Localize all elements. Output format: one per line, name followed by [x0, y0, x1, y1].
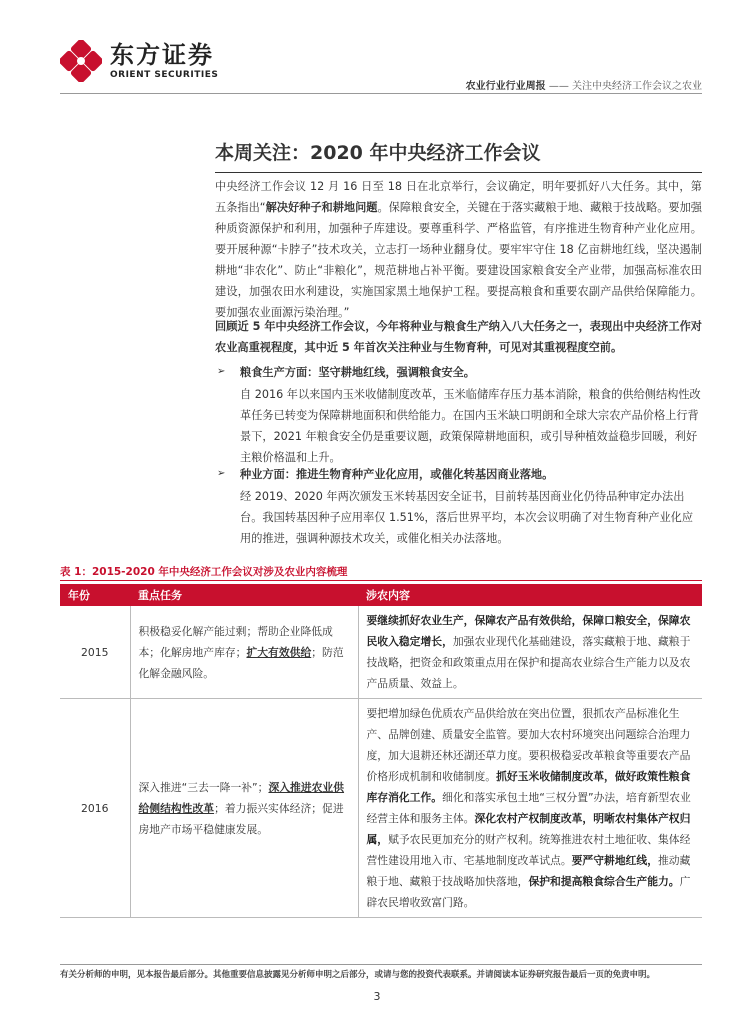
table-row	[60, 699, 702, 918]
bullet-arrow-icon: ➢	[217, 468, 226, 479]
col-header-key-tasks: 重点任务	[130, 584, 358, 606]
cell-year: 2015	[60, 606, 130, 699]
cell-agri-content: 要继续抓好农业生产，保障农产品有效供给，保障口粮安全，保障农民收入稳定增长，加强农业现代化基础建设，落实藏粮于地、藏粮于技战略，把资金和政策重点用在保护和提高农业综合生产能力以及农产品质量、效益上。	[358, 606, 702, 699]
report-subtitle: 关注中央经济工作会议之农业	[572, 81, 702, 92]
table-title-divider	[60, 580, 702, 581]
col-header-year: 年份	[60, 584, 130, 606]
bullet-seed-heading: 种业方面：推进生物育种产业化应用，或催化转基因商业落地。	[240, 468, 554, 481]
cell-year: 2016	[60, 699, 130, 918]
logo-english-name: ORIENT SECURITIES	[110, 70, 219, 80]
table-header-row	[60, 584, 702, 606]
table-row	[60, 606, 702, 699]
bullet-grain-text: 自 2016 年以来国内玉米收储制度改革，玉米临储库存压力基本消除，粮食的供给侧结构性改革任务已转变为保障耕地面积和供给能力。在国内玉米缺口明朗和全球大宗农产品价格上行背景下，2021 年粮食安全仍是重要议题，政策保障耕地面积，或引导种植效益稳步回暖，利好主粮价格温和上升。	[240, 388, 701, 464]
table-title: 表 1：2015-2020 年中央经济工作会议对涉及农业内容梳理	[60, 566, 348, 578]
header-divider	[60, 93, 702, 94]
bullet-seed-text: 经 2019、2020 年两次颁发玉米转基因安全证书，目前转基因商业化仍待品种审定办法出台。我国转基因种子应用率仅 1.51%，落后世界平均，本次会议明确了对生物育种产业化应用的推进，强调种源技术攻关，或催化相关办法落地。	[240, 490, 694, 545]
footer-divider	[60, 964, 702, 965]
footer-disclaimer: 有关分析师的申明，见本报告最后部分。其他重要信息披露见分析师申明之后部分，或请与您的投资代表联系。并请阅读本证券研究报告最后一页的免责申明。	[60, 970, 656, 980]
logo-chinese-name: 东方证券	[110, 41, 214, 69]
bullet-grain-heading: 粮食生产方面：坚守耕地红线，强调粮食安全。	[240, 366, 475, 379]
bullet-arrow-icon: ➢	[217, 366, 226, 377]
section-title: 本周关注：2020 年中央经济工作会议	[215, 142, 541, 164]
orient-logo-icon	[60, 40, 102, 82]
highlight-seed-farmland: 解决好种子和耕地问题	[265, 201, 378, 214]
page-number: 3	[373, 990, 381, 1003]
paragraph-review: 回顾近 5 年中央经济工作会议，今年将种业与粮食生产纳入八大任务之一，表现出中央经济工作对农业高重视程度，其中近 5 年首次关注种业与生物育种，可见对其重视程度空前。	[215, 320, 702, 354]
header-separator: ——	[548, 81, 569, 92]
report-header-info	[466, 77, 702, 92]
company-logo	[60, 40, 218, 82]
col-header-agri-content: 涉农内容	[358, 584, 702, 606]
report-type: 农业行业行业周报	[465, 81, 546, 92]
cell-agri-content: 要把增加绿色优质农产品供给放在突出位置，狠抓农产品标准化生产、品牌创建、质量安全监管。要加大农村环境突出问题综合治理力度，加大退耕还林还湖还草力度。要积极稳妥改革粮食等重要农产品价格形成机制和收储制度。抓好玉米收储制度改革，做好政策性粮食库存消化工作。细化和落实承包土地“三权分置”办法，培育新型农业经营主体和服务主体。深化农村产权制度改革，明晰农村集体产权归属，赋予农民更加充分的财产权利。统筹推进农村土地征收、集体经营性建设用地入市、宅基地制度改革试点。要严守耕地红线，推动藏粮于地、藏粮于技战略加快落地，保护和提高粮食综合生产能力。广辟农民增收致富门路。	[358, 699, 702, 918]
paragraph-meeting-summary: 中央经济工作会议 12 月 16 日至 18 日在北京举行，会议确定，明年要抓好八大任务。其中，第五条指出“解决好种子和耕地问题。保障粮食安全，关键在于落实藏粮于地、藏粮于技战略。要加强种质资源保护和利用，加强种子库建设。要尊重科学、严格监管，有序推进生物育种产业化应用。要开展种源“卡脖子”技术攻关，立志打一场种业翻身仗。要牢牢守住 18 亿亩耕地红线，坚决遏制耕地“非农化”、防止“非粮化”，规范耕地占补平衡。要建设国家粮食安全产业带，加强高标准农田建设，加强农田水利建设，实施国家黑土地保护工程。要提高粮食和重要农副产品供给保障能力。要加强农业面源污染治理。”	[215, 180, 702, 319]
agri-policy-table	[60, 584, 702, 918]
cell-key-tasks: 深入推进“三去一降一补”；深入推进农业供给侧结构性改革；着力振兴实体经济；促进房地产市场平稳健康发展。	[130, 699, 358, 918]
cell-key-tasks: 积极稳妥化解产能过剩；帮助企业降低成本；化解房地产库存；扩大有效供给；防范化解金融风险。	[130, 606, 358, 699]
title-divider	[215, 172, 702, 173]
